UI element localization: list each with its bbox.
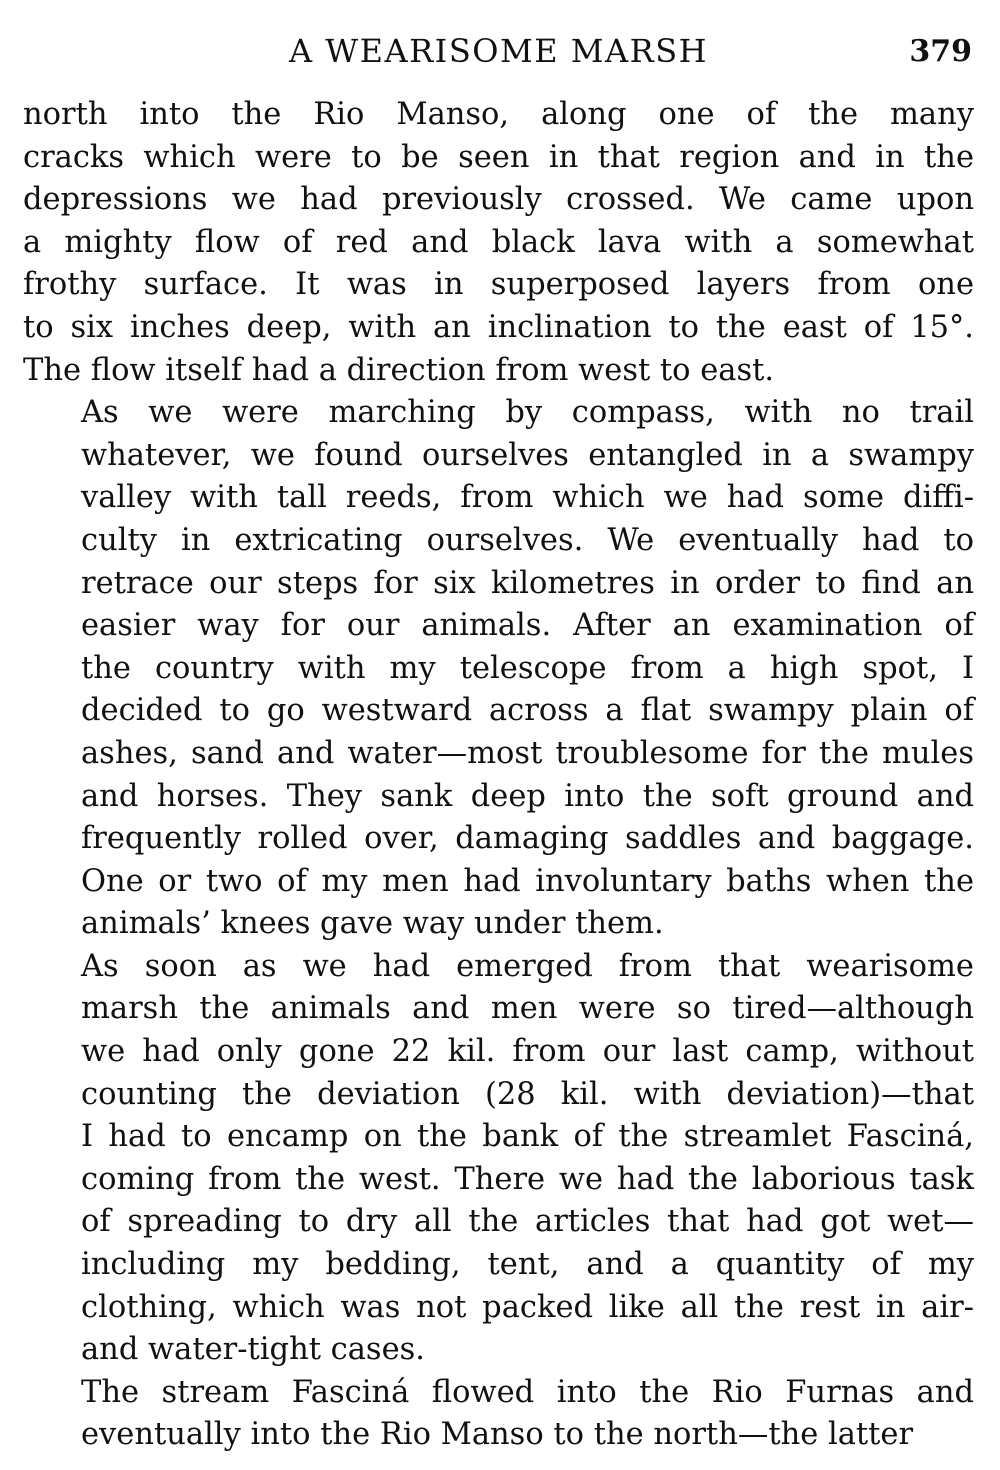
text-line: clothing, which was not packed like all the rest in air- <box>81 1289 974 1325</box>
body-text <box>23 94 974 1457</box>
text-line: One or two of my men had involuntary baths when the <box>81 863 974 899</box>
text-line: frequently rolled over, damaging saddles and baggage. <box>81 821 974 857</box>
text-line: a mighty flow of red and black lava with a somewhat <box>23 224 974 260</box>
text-line: easier way for our animals. After an examination of <box>81 608 974 644</box>
page-number: 379 <box>909 34 972 69</box>
text-line: I had to encamp on the bank of the streamlet Fasciná, <box>81 1119 974 1155</box>
text-line: valley with tall reeds, from which we had some diffi- <box>81 480 974 516</box>
text-line: to six inches deep, with an inclination to the east of 15°. <box>23 309 974 345</box>
paragraph <box>23 94 974 392</box>
text-line: the country with my telescope from a high spot, I <box>81 650 974 686</box>
text-line: and horses. They sank deep into the soft ground and <box>81 778 974 814</box>
text-line: As soon as we had emerged from that wearisome <box>81 948 974 984</box>
paragraph <box>23 946 974 1372</box>
text-line: north into the Rio Manso, along one of the many <box>23 97 974 132</box>
paragraph <box>23 1372 974 1457</box>
text-line: As we were marching by compass, with no trail <box>81 395 974 431</box>
running-head <box>23 30 974 94</box>
text-line: eventually into the Rio Manso to the north—the latter <box>81 1417 914 1453</box>
text-line: depressions we had previously crossed. We came upon <box>23 182 974 218</box>
text-line: cracks which were to be seen in that region and in the <box>23 139 974 175</box>
text-line: coming from the west. There we had the laborious task <box>81 1161 974 1197</box>
text-line: of spreading to dry all the articles that had got wet— <box>81 1204 974 1240</box>
text-line: whatever, we found ourselves entangled in a swampy <box>81 437 974 473</box>
text-line: and water-tight cases. <box>81 1332 425 1368</box>
text-line: The stream Fasciná flowed into the Rio Furnas and <box>81 1374 974 1410</box>
text-line: decided to go westward across a flat swampy plain of <box>81 693 974 729</box>
text-line: The flow itself had a direction from west to east. <box>23 352 775 388</box>
text-line: including my bedding, tent, and a quantity of my <box>81 1247 974 1283</box>
text-line: we had only gone 22 kil. from our last camp, without <box>81 1034 974 1070</box>
paragraph <box>23 392 974 946</box>
text-line: retrace our steps for six kilometres in order to find an <box>81 565 974 601</box>
text-line: marsh the animals and men were so tired—although <box>81 991 974 1027</box>
text-line: ashes, sand and water—most troublesome for the mules <box>81 735 974 771</box>
text-line: frothy surface. It was in superposed layers from one <box>23 267 974 303</box>
running-title: A WEARISOME MARSH <box>288 32 709 70</box>
text-line: animals’ knees gave way under them. <box>81 906 664 942</box>
text-line: culty in extricating ourselves. We eventually had to <box>81 522 974 558</box>
text-line: counting the deviation (28 kil. with deviation)—that <box>81 1076 974 1112</box>
